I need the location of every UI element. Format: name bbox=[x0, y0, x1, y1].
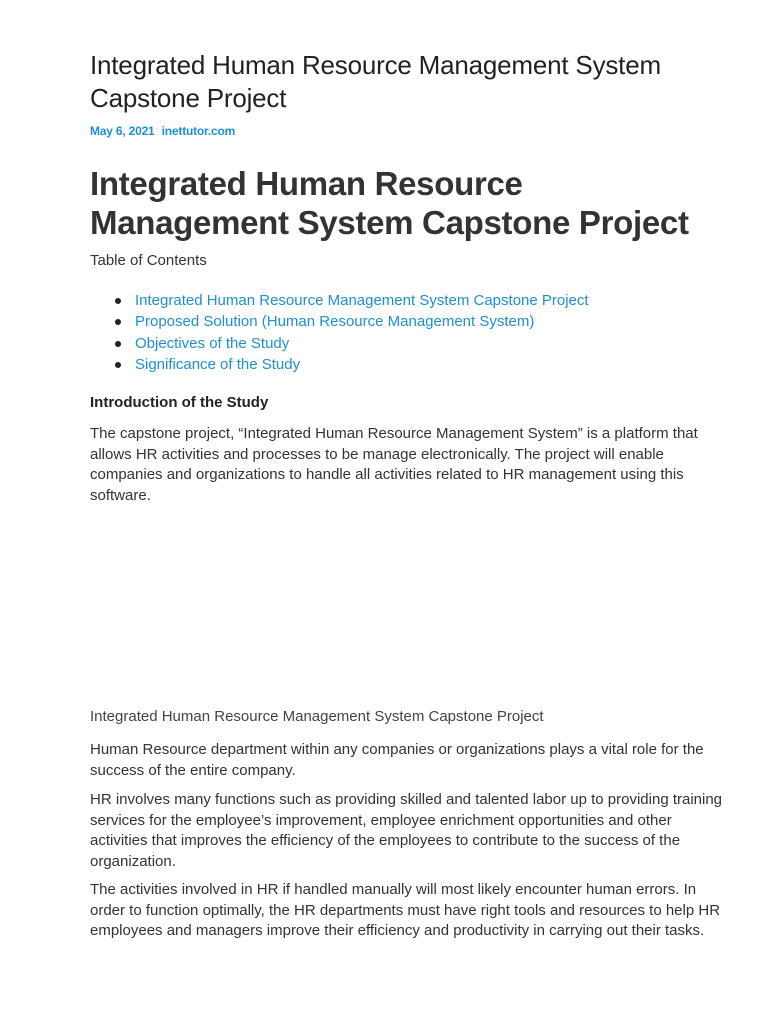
body-paragraph: HR involves many functions such as providing skilled and talented labor up to providing training services for the employee’s improvement, employee enrichment opportunities and other activities that improves the efficiency of the employees to contribute to the success of the organization. bbox=[90, 791, 723, 870]
toc-link-proposed-solution[interactable]: Proposed Solution (Human Resource Management System) bbox=[135, 313, 535, 331]
bullet-icon bbox=[115, 319, 121, 325]
toc-link-significance[interactable]: Significance of the Study bbox=[135, 355, 301, 373]
toc-item bbox=[90, 311, 589, 332]
toc-title: Table of Contents bbox=[90, 252, 207, 269]
toc-item bbox=[90, 354, 589, 375]
toc-link-introduction[interactable]: Integrated Human Resource Management System Capstone Project bbox=[135, 292, 589, 309]
toc-link-objectives[interactable]: Objectives of the Study bbox=[135, 334, 290, 352]
toc-item bbox=[90, 333, 589, 354]
post-date[interactable]: May 6, 2021 bbox=[90, 124, 155, 138]
document-title: Integrated Human Resource Management System Capstone Project bbox=[90, 50, 661, 113]
body-paragraph: The activities involved in HR if handled manually will most likely encounter human errors. In order to function optimally, the HR departments must have right tools and resources to help HR employees and managers improve their efficiency and productivity in carrying out their tasks. bbox=[90, 881, 721, 939]
bullet-icon bbox=[115, 298, 121, 304]
toc-item bbox=[90, 290, 589, 311]
image-caption: Integrated Human Resource Management System Capstone Project bbox=[90, 708, 544, 725]
intro-paragraph: The capstone project, “Integrated Human Resource Management System” is a platform that allows HR activities and processes to be manage electronically. The project will enable companies and organizations to handle all activities related to HR management using this software. bbox=[90, 425, 698, 504]
body-paragraph: Human Resource department within any companies or organizations plays a vital role for the success of the entire company. bbox=[90, 741, 704, 779]
bullet-icon bbox=[115, 341, 121, 347]
post-author[interactable]: inettutor.com bbox=[161, 124, 236, 138]
table-of-contents bbox=[90, 290, 589, 375]
section-heading-introduction: Introduction of the Study bbox=[90, 394, 269, 411]
post-meta bbox=[90, 124, 235, 138]
bullet-icon bbox=[115, 362, 121, 368]
article-headline: Integrated Human Resource Management System Capstone Project bbox=[90, 165, 689, 241]
